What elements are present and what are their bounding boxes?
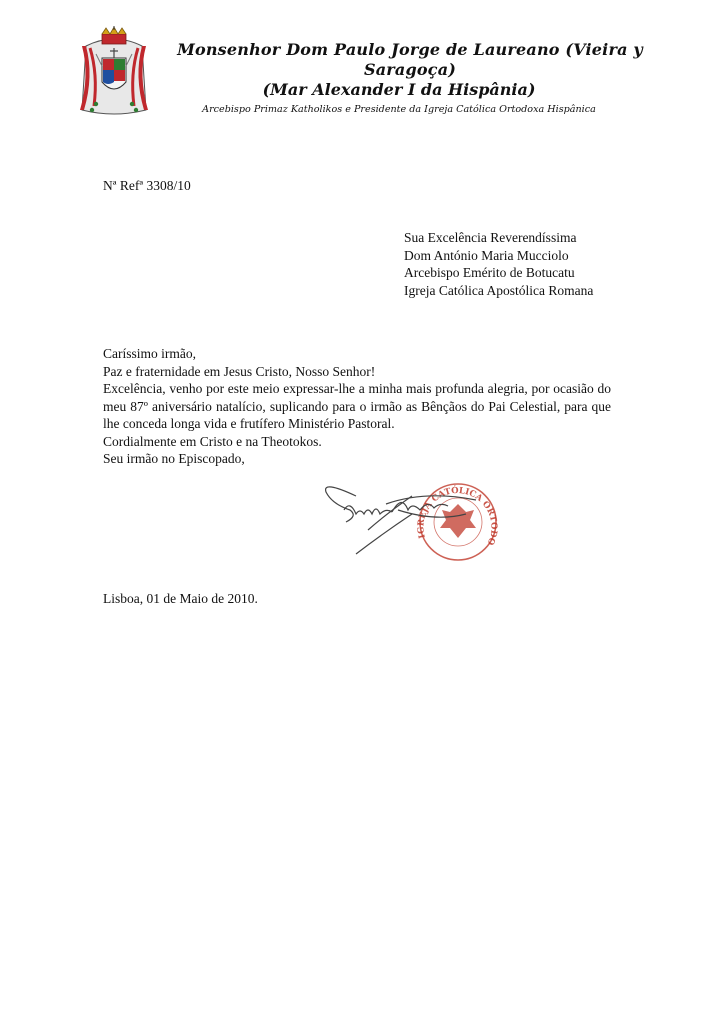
letterhead-title: (Mar Alexander I da Hispânia)	[262, 80, 536, 99]
main-paragraph: Excelência, venho por este meio expressar-lhe a minha mais profunda alegria, por ocasião do meu 87º aniversário natalício, suplicando para o irmão as Bênçãos do Pai Celestial, para que lhe conceda longa vida e frutífero Ministério Pastoral.	[103, 381, 611, 431]
letterhead	[160, 40, 650, 118]
recipient-block	[404, 229, 593, 299]
stamp-text: IGREJA CATÓLICA ORTODO	[416, 485, 499, 547]
recipient-line: Sua Excelência Reverendíssima	[404, 230, 577, 245]
signature-and-stamp	[316, 470, 506, 570]
reference-number: Nª Refª 3308/10	[103, 178, 191, 193]
recipient-line: Dom António Maria Mucciolo	[404, 247, 569, 263]
recipient-line: Arcebispo Emérito de Botucatu	[404, 265, 575, 280]
recipient-line: Igreja Católica Apostólica Romana	[404, 282, 594, 298]
letterhead-name: Monsenhor Dom Paulo Jorge de Laureano (Vieira y Saragoça)	[177, 40, 643, 79]
closing-line: Cordialmente em Cristo e na Theotokos.	[103, 433, 322, 449]
salutation: Caríssimo irmão,	[103, 346, 196, 361]
place-and-date: Lisboa, 01 de Maio de 2010.	[103, 591, 258, 606]
greeting: Paz e fraternidade em Jesus Cristo, Nosso Senhor!	[103, 363, 376, 379]
coat-of-arms-icon	[76, 26, 152, 118]
letterhead-office: Arcebispo Primaz Katholikos e Presidente da Igreja Católica Ortodoxa Hispânica	[202, 104, 596, 115]
closing-line: Seu irmão no Episcopado,	[103, 451, 245, 466]
letter-body	[103, 345, 611, 468]
stamp-icon	[316, 470, 499, 560]
